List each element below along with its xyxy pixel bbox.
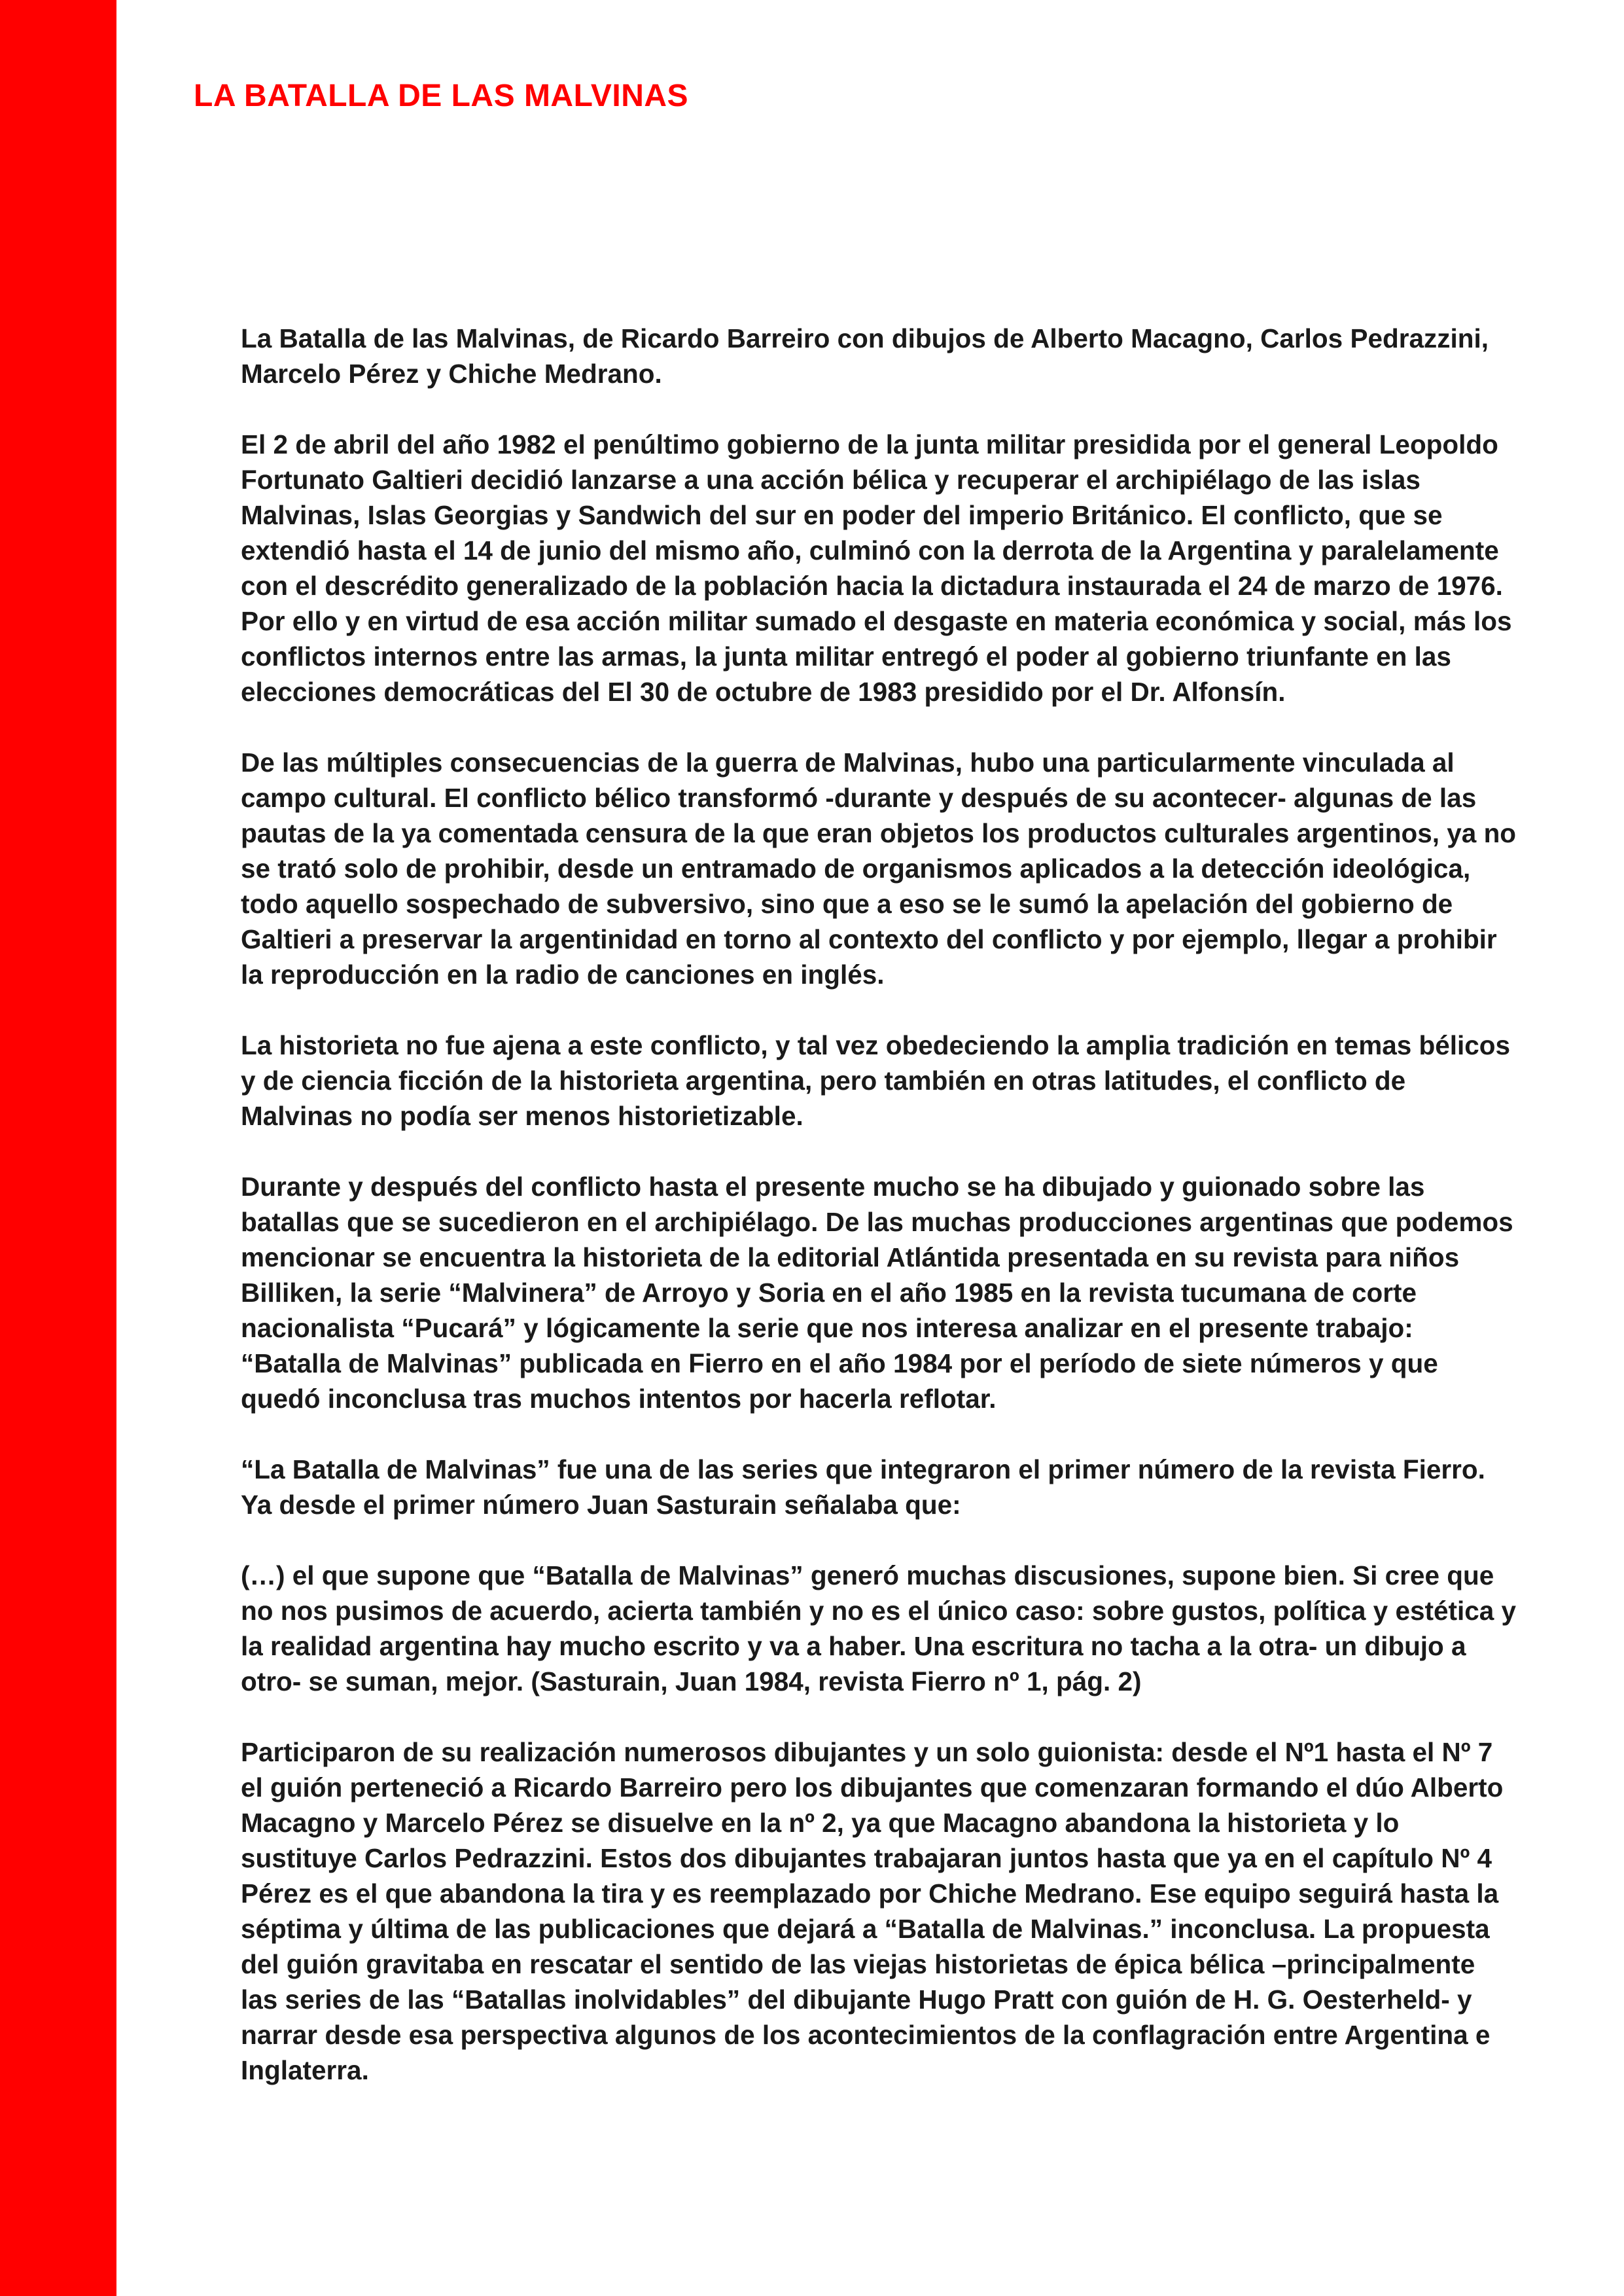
page-title: LA BATALLA DE LAS MALVINAS bbox=[194, 79, 689, 113]
paragraph-cultural-consequences: De las múltiples consecuencias de la guerra de Malvinas, hubo una particularmente vinculada al campo cultural. El conflicto bélico transformó -durante y después de su acontecer- algunas de las pautas de la ya comentada censura de la que eran objetos los productos culturales argentinos, ya no se trató solo de prohibir, desde un entramado de organismos aplicados a la detección ideológica, todo aquello sospechado de subversivo, sino que a eso se le sumó la apelación del gobierno de Galtieri a preservar la argentinidad en torno al contexto del conflicto y por ejemplo, llegar a prohibir la reproducción en la radio de canciones en inglés. bbox=[241, 747, 1517, 990]
paragraph-productions: Durante y después del conflicto hasta el presente mucho se ha dibujado y guionado sobre las batallas que se sucedieron en el archipiélago. De las muchas producciones argentinas que podemos mencionar se encuentra la historieta de la editorial Atlántida presentada en su revista para niños Billiken, la serie “Malvinera” de Arroyo y Soria en el año 1985 en la revista tucumana de corte nacionalista “Pucará” y lógicamente la serie que nos interesa analizar en el presente trabajo: “Batalla de Malvinas” publicada en Fierro en el año 1984 por el período de siete números y que quedó inconclusa tras muchos intentos por hacerla reflotar. bbox=[241, 1172, 1513, 1414]
paragraph-credits: La Batalla de las Malvinas, de Ricardo Barreiro con dibujos de Alberto Macagno, Carlos Pedrazzini, Marcelo Pérez y Chiche Medrano. bbox=[241, 323, 1489, 389]
paragraph-quote: (…) el que supone que “Batalla de Malvinas” generó muchas discusiones, supone bien. Si cree que no nos pusimos de acuerdo, acierta también y no es el único caso: sobre gustos, política y estética y la realidad argentina hay mucho escrito y va a haber. Una escritura no tacha a la otra- un dibujo a otro- se suman, mejor. (Sasturain, Juan 1984, revista Fierro nº 1, pág. 2) bbox=[241, 1560, 1517, 1696]
paragraph-participants: Participaron de su realización numerosos dibujantes y un solo guionista: desde el Nº1 hasta el Nº 7 el guión perteneció a Ricardo Barreiro pero los dibujantes que comenzaran formando el dúo Alberto Macagno y Marcelo Pérez se disuelve en la nº 2, ya que Macagno abandona la historieta y lo sustituye Carlos Pedrazzini. Estos dos dibujantes trabajaran juntos hasta que ya en el capítulo Nº 4 Pérez es el que abandona la tira y es reemplazado por Chiche Medrano. Ese equipo seguirá hasta la séptima y última de las publicaciones que dejará a “Batalla de Malvinas.” inconclusa. La propuesta del guión gravitaba en rescatar el sentido de las viejas historietas de épica bélica –principalmente las series de las “Batallas inolvidables” del dibujante Hugo Pratt con guión de H. G. Oesterheld- y narrar desde esa perspectiva algunos de los acontecimientos de la conflagración entre Argentina e Inglaterra. bbox=[241, 1737, 1504, 2085]
article-body bbox=[241, 321, 1517, 2123]
paragraph-historical-context: El 2 de abril del año 1982 el penúltimo gobierno de la junta militar presidida por el general Leopoldo Fortunato Galtieri decidió lanzarse a una acción bélica y recuperar el archipiélago de las islas Malvinas, Islas Georgias y Sandwich del sur en poder del imperio Británico. El conflicto, que se extendió hasta el 14 de junio del mismo año, culminó con la derrota de la Argentina y paralelamente con el descrédito generalizado de la población hacia la dictadura instaurada el 24 de marzo de 1976. Por ello y en virtud de esa acción militar sumado el desgaste en materia económica y social, más los conflictos internos entre las armas, la junta militar entregó el poder al gobierno triunfante en las elecciones democráticas del El 30 de octubre de 1983 presidido por el Dr. Alfonsín. bbox=[241, 429, 1512, 707]
red-side-band bbox=[0, 0, 116, 2296]
paragraph-fierro-series: “La Batalla de Malvinas” fue una de las series que integraron el primer número de la revista Fierro. Ya desde el primer número Juan Sasturain señalaba que: bbox=[241, 1454, 1485, 1520]
paragraph-comics-and-conflict: La historieta no fue ajena a este conflicto, y tal vez obedeciendo la amplia tradición en temas bélicos y de ciencia ficción de la historieta argentina, pero también en otras latitudes, el conflicto de Malvinas no podía ser menos historietizable. bbox=[241, 1030, 1511, 1131]
